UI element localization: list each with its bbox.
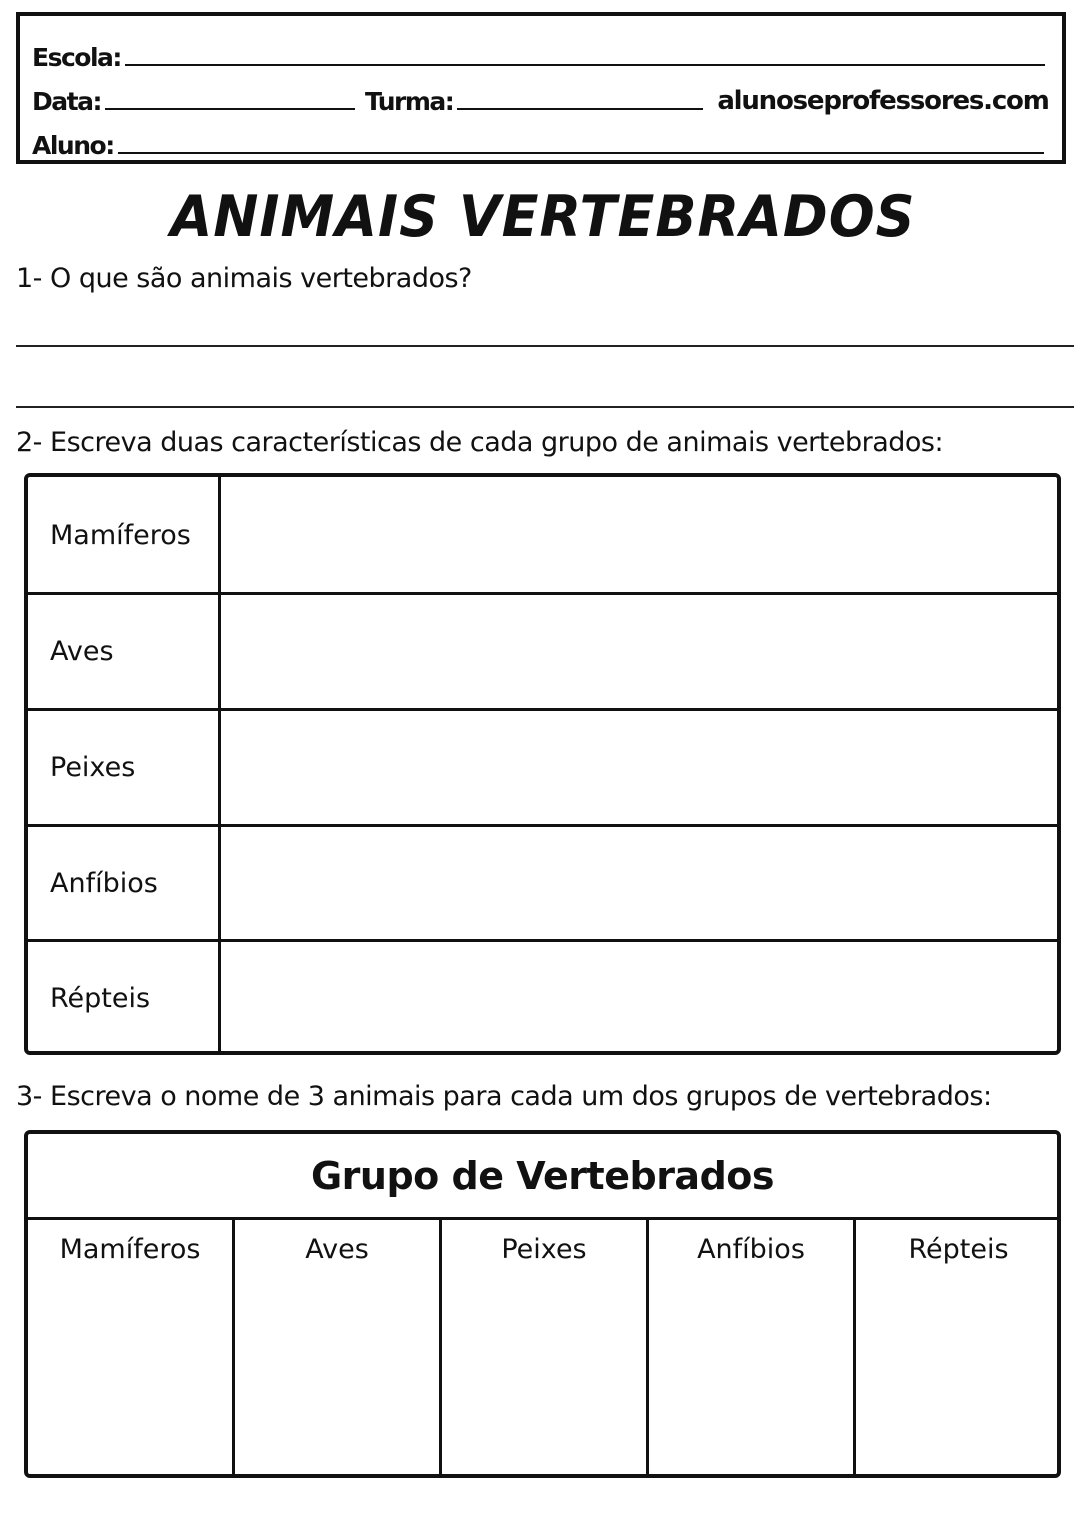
column-aves[interactable] [232, 1220, 439, 1478]
page-title: ANIMAIS VERTEBRADOS [170, 183, 916, 250]
data-field[interactable] [105, 108, 355, 110]
table-row [28, 477, 1057, 593]
column-repteis[interactable] [853, 1220, 1061, 1478]
question-2: 2- Escreva duas características de cada grupo de animais vertebrados: [16, 427, 944, 458]
site-name: alunoseprofessores.com [717, 86, 1049, 116]
question-3: 3- Escreva o nome de 3 animais para cada um dos grupos de vertebrados: [16, 1081, 992, 1112]
escola-label: Escola: [32, 43, 121, 72]
column-header-aves: Aves [305, 1234, 369, 1265]
column-divider [218, 711, 221, 824]
escola-field[interactable] [125, 64, 1045, 66]
column-divider [218, 595, 221, 708]
column-mamiferos[interactable] [28, 1220, 232, 1478]
aluno-label: Aluno: [32, 131, 114, 160]
aluno-field[interactable] [118, 152, 1044, 154]
column-header-peixes: Peixes [501, 1234, 587, 1265]
row-label-mamiferos: Mamíferos [50, 519, 191, 551]
column-header-anfibios: Anfíbios [697, 1234, 805, 1265]
characteristics-table [24, 473, 1061, 1055]
column-peixes[interactable] [439, 1220, 646, 1478]
table-row [28, 824, 1057, 940]
row-label-anfibios: Anfíbios [50, 868, 158, 899]
column-divider [218, 942, 221, 1055]
row-label-peixes: Peixes [50, 752, 136, 783]
question-1: 1- O que são animais vertebrados? [16, 263, 472, 294]
answer-line-1[interactable] [16, 345, 1074, 347]
data-label: Data: [32, 87, 101, 116]
header-box [16, 12, 1066, 164]
column-anfibios[interactable] [646, 1220, 853, 1478]
groups-table [24, 1130, 1061, 1478]
column-divider [218, 477, 221, 593]
column-header-repteis: Répteis [908, 1234, 1009, 1265]
table-row [28, 939, 1057, 1055]
aluno-row [32, 122, 1044, 158]
table-row [28, 592, 1057, 708]
data-turma-row [32, 78, 1049, 114]
column-divider [218, 827, 221, 940]
answer-line-2[interactable] [16, 406, 1074, 408]
groups-table-title: Grupo de Vertebrados [28, 1134, 1057, 1220]
column-header-mamiferos: Mamíferos [59, 1234, 201, 1265]
row-label-repteis: Répteis [50, 983, 151, 1014]
turma-label: Turma: [364, 87, 454, 116]
escola-row [32, 34, 1045, 70]
row-label-aves: Aves [50, 636, 114, 667]
table-row [28, 708, 1057, 824]
turma-field[interactable] [457, 108, 703, 110]
